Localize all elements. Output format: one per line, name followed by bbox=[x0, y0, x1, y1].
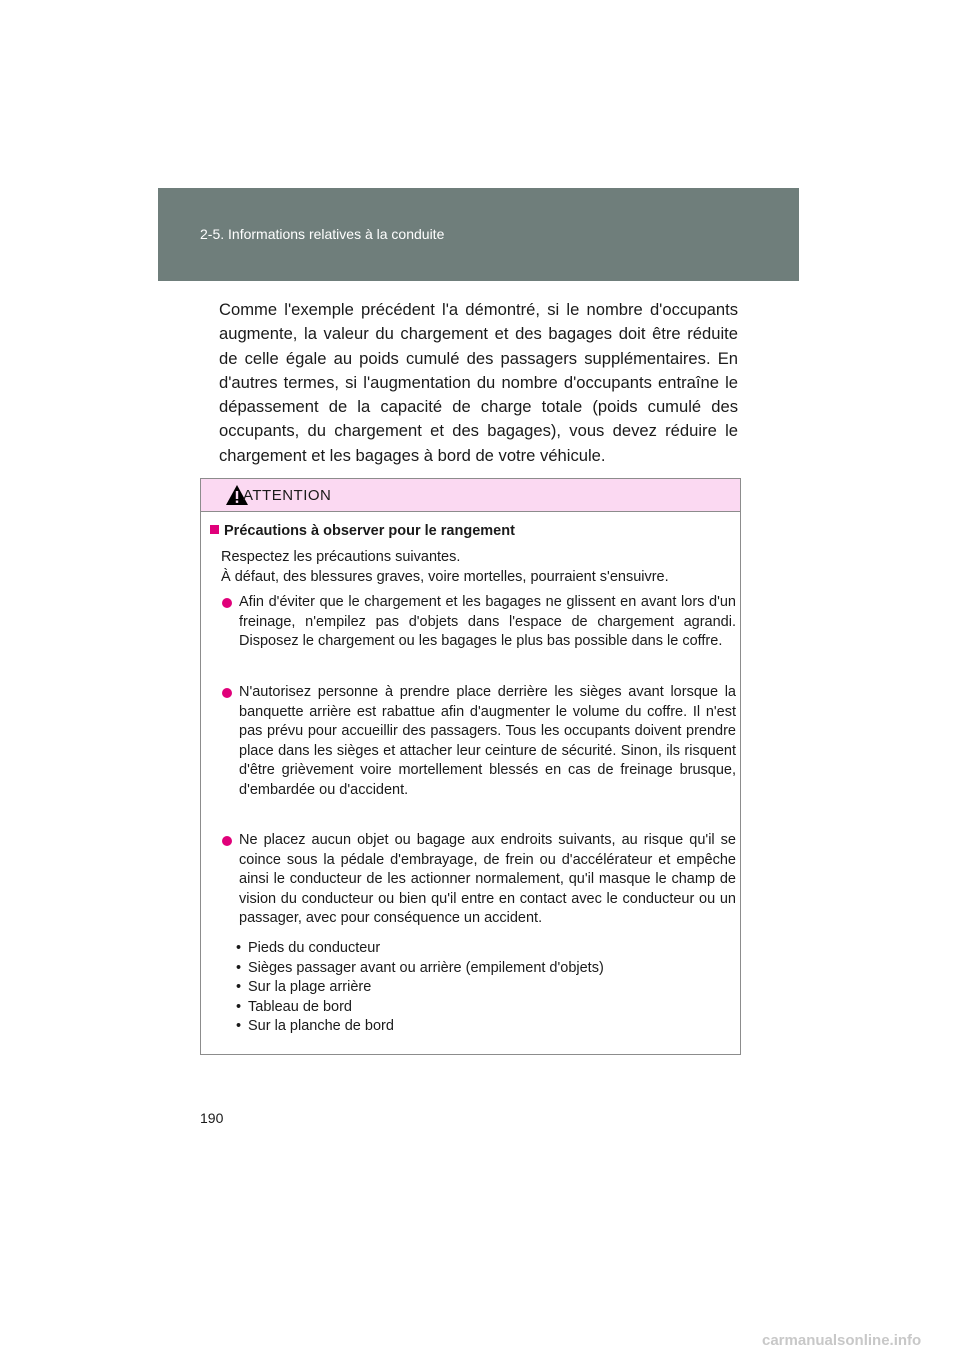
section-title: 2-5. Informations relatives à la conduite bbox=[200, 226, 445, 242]
list-item: • Sur la planche de bord bbox=[236, 1018, 394, 1035]
bullet-text: Ne placez aucun objet ou bagage aux endroits suivants, au risque qu'il se coince sous la pédale d'embrayage, de frein ou d'accélérateur et empêche ainsi le conducteur de les actionner normalement, qu'il masque le champ de vision du conducteur ou bien qu'il entre en contact avec le conducteur ou un passager, avec pour conséquence un accident. bbox=[239, 832, 736, 927]
lead-line-2: À défaut, des blessures graves, voire mortelles, pourraient s'ensuivre. bbox=[221, 569, 669, 585]
bullet-item bbox=[222, 593, 736, 652]
attention-box bbox=[200, 478, 741, 1055]
page-number: 190 bbox=[200, 1110, 224, 1126]
lead-line-1: Respectez les précautions suivantes. bbox=[221, 549, 461, 565]
attention-header bbox=[201, 479, 740, 512]
square-bullet-icon bbox=[210, 525, 219, 534]
list-item: • Tableau de bord bbox=[236, 998, 352, 1015]
bullet-text: N'autorisez personne à prendre place derrière les sièges avant lorsque la banquette arrière est rabattue afin d'augmenter le volume du coffre. Il n'est pas prévu pour accueillir des passagers. Tous les occupants doivent prendre place dans les sièges et attacher leur ceinture de sécurité. Sinon, ils risquent d'être grièvement voire mortellement blessés en cas de freinage brusque, d'embardée ou d'accident. bbox=[239, 684, 736, 798]
topic-heading bbox=[210, 523, 515, 539]
bullet-item bbox=[222, 683, 736, 801]
list-item: • Sièges passager avant ou arrière (empilement d'objets) bbox=[236, 959, 604, 976]
lead-text bbox=[221, 547, 741, 587]
attention-label: ATTENTION bbox=[243, 487, 332, 504]
intro-paragraph: Comme l'exemple précédent l'a démontré, si le nombre d'occupants augmente, la valeur du chargement et des bagages doit être réduite de celle égale au poids cumulé des passagers supplémentaires. En d'autres termes, si l'augmentation du nombre d'occupants entraîne le dépassement de la capacité de charge totale (poids cumulé des occupants, du chargement et des bagages), vous devez réduire le chargement et les bagages à bord de votre véhicule. bbox=[219, 300, 738, 465]
list-item: • Sur la plage arrière bbox=[236, 979, 372, 996]
watermark: carmanualsonline.info bbox=[762, 1332, 922, 1349]
bullet-text: Afin d'éviter que le chargement et les bagages ne glissent en avant lors d'un freinage, n'empilez pas d'objets dans l'espace de chargement agrandi. Disposez le chargement ou les bagages le plus bas possible dans le coffre. bbox=[239, 594, 736, 650]
header-band bbox=[158, 188, 799, 281]
list-item: • Pieds du conducteur bbox=[236, 940, 381, 956]
circle-bullet-icon bbox=[222, 598, 232, 608]
circle-bullet-icon bbox=[222, 836, 232, 846]
topic-text: Précautions à observer pour le rangement bbox=[224, 523, 515, 539]
bullet-item bbox=[222, 831, 736, 929]
location-list bbox=[236, 939, 716, 1037]
circle-bullet-icon bbox=[222, 688, 232, 698]
